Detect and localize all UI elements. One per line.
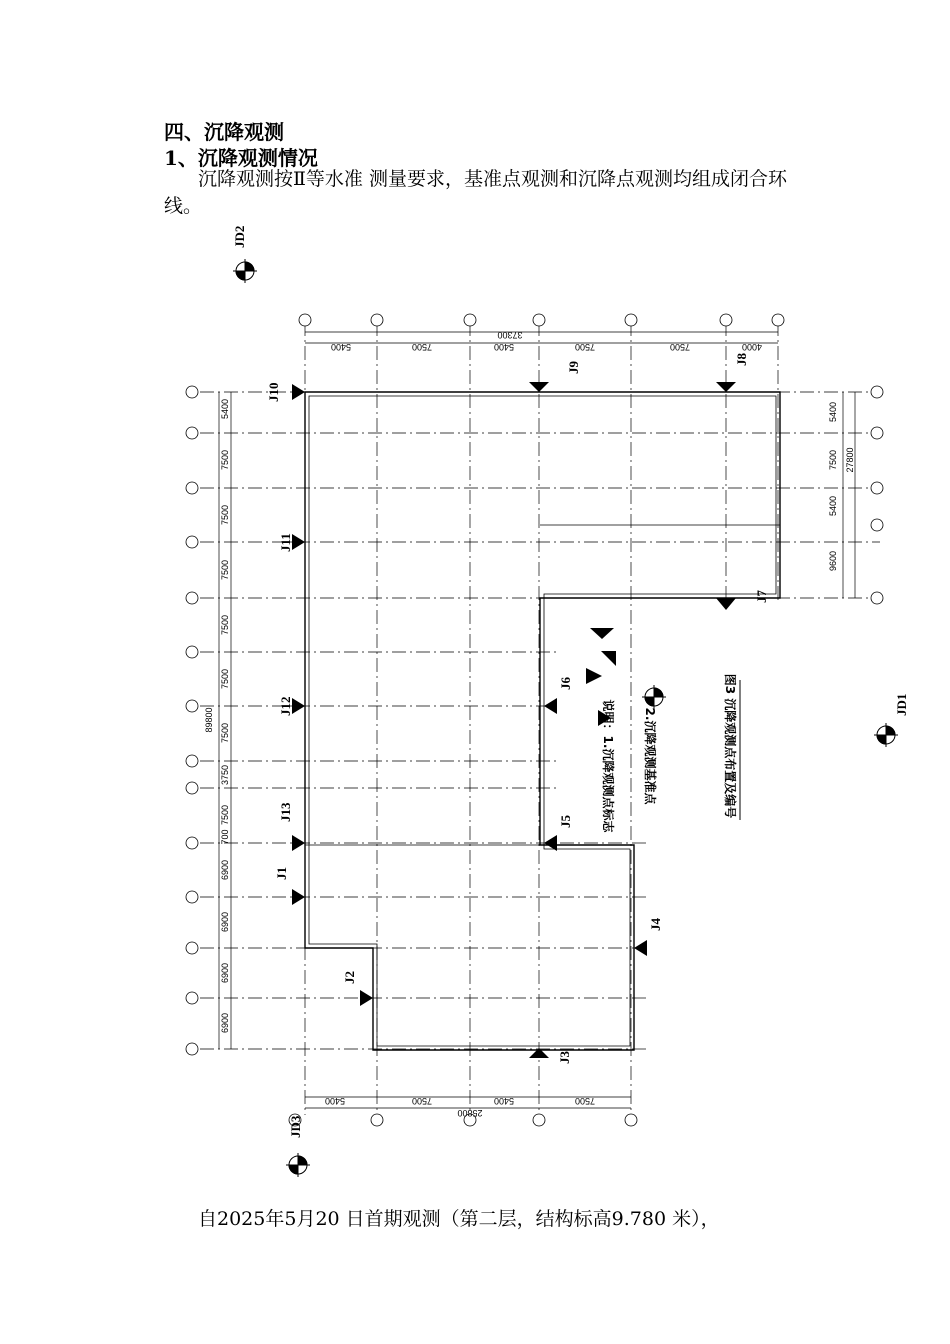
top-total-dim: 37300: [497, 330, 523, 340]
settlement-markers: [292, 382, 736, 1058]
left-dim: 6900: [220, 859, 230, 881]
left-dim: 7500: [220, 722, 230, 744]
axis-bubbles: [186, 314, 883, 1126]
left-dim: 7500: [220, 559, 230, 581]
marker-triangle-icon: [292, 534, 305, 550]
point-label: J4: [648, 918, 663, 931]
point-label: J5: [558, 815, 573, 828]
point-label: J12: [278, 696, 293, 716]
right-dim: 7500: [828, 449, 838, 471]
benchmark-symbols: [233, 259, 898, 1177]
left-dim: 7500: [220, 668, 230, 690]
marker-triangle-icon: [292, 698, 305, 714]
legend-triangle-icon: [586, 668, 602, 684]
point-label: J9: [566, 361, 581, 374]
bottom-dim: 5400: [324, 1096, 346, 1106]
point-label: J13: [278, 802, 293, 822]
section-heading: 四、沉降观测: [164, 120, 284, 144]
point-label: J7: [754, 590, 769, 603]
right-dim: 9600: [828, 550, 838, 572]
left-dim: 7500: [220, 804, 230, 826]
point-label: J1: [274, 867, 289, 880]
left-total-dim: 89800: [204, 707, 214, 733]
left-dim: 7500: [220, 614, 230, 636]
top-dim: 5400: [330, 342, 352, 352]
marker-triangle-icon: [544, 698, 557, 714]
interior-lines: [305, 525, 780, 845]
benchmark-label: JD2: [232, 225, 247, 248]
right-dim: 5400: [828, 401, 838, 423]
marker-triangle-icon: [292, 384, 305, 400]
legend-note-1: 说明：1.沉降观测点标志: [601, 699, 615, 833]
bottom-dim: 5400: [493, 1096, 515, 1106]
left-dim: 6900: [220, 962, 230, 984]
bottom-dim: 7500: [411, 1096, 433, 1106]
top-dim: 4000: [741, 342, 763, 352]
marker-triangle-icon: [360, 990, 373, 1006]
marker-triangle-icon: [716, 598, 736, 610]
point-label: J6: [558, 677, 573, 690]
top-dim: 7500: [411, 342, 433, 352]
left-dim: 6900: [220, 1012, 230, 1034]
point-label: J11: [278, 533, 293, 552]
marker-triangle-icon: [292, 835, 305, 851]
marker-triangle-icon: [529, 382, 549, 392]
left-dim: 700: [220, 829, 230, 845]
marker-triangle-icon: [292, 889, 305, 905]
left-dim: 7500: [220, 449, 230, 471]
right-dim: 5400: [828, 495, 838, 517]
legend-triangle-icon: [601, 651, 616, 666]
bottom-dim: 7500: [574, 1096, 596, 1106]
legend-note-2: 2.沉降观测基准点: [643, 707, 657, 805]
left-dim: 3750: [220, 764, 230, 786]
dimension-lines: [219, 332, 855, 1108]
vertical-axes: [305, 322, 778, 1115]
marker-triangle-icon: [716, 382, 736, 392]
bottom-total-dim: 25800: [457, 1108, 483, 1118]
building-outline: [305, 392, 780, 1050]
figure-caption: 图3 沉降观测点布置及编号: [723, 673, 737, 819]
point-label: J2: [342, 971, 357, 984]
right-total-dim: 27800: [845, 447, 855, 473]
top-dim: 5400: [493, 342, 515, 352]
top-dim: 7500: [669, 342, 691, 352]
benchmark-icon: [286, 1153, 310, 1177]
left-dim: 7500: [220, 504, 230, 526]
benchmark-icon: [874, 723, 898, 747]
subsection-heading: 1、沉降观测情况: [164, 146, 318, 170]
benchmark-label: JD3: [288, 1115, 303, 1138]
point-label: J10: [266, 382, 281, 402]
top-dim: 7500: [574, 342, 596, 352]
legend-benchmark-icon: [642, 685, 666, 709]
point-label: J8: [734, 353, 749, 366]
point-label: J3: [557, 1051, 572, 1064]
benchmark-label: JD1: [894, 693, 909, 716]
marker-triangle-icon: [634, 940, 647, 956]
left-dim: 5400: [220, 398, 230, 420]
left-dim: 6900: [220, 911, 230, 933]
body-paragraph: 沉降观测按Ⅱ等水准 测量要求，基准点观测和沉降点观测均组成闭合环线。: [164, 168, 787, 217]
footer-paragraph: 自2025年5月20 日首期观测（第二层，结构标高9.780 米），: [198, 1208, 720, 1230]
legend-triangle-icon: [590, 628, 614, 639]
benchmark-icon: [233, 259, 257, 283]
